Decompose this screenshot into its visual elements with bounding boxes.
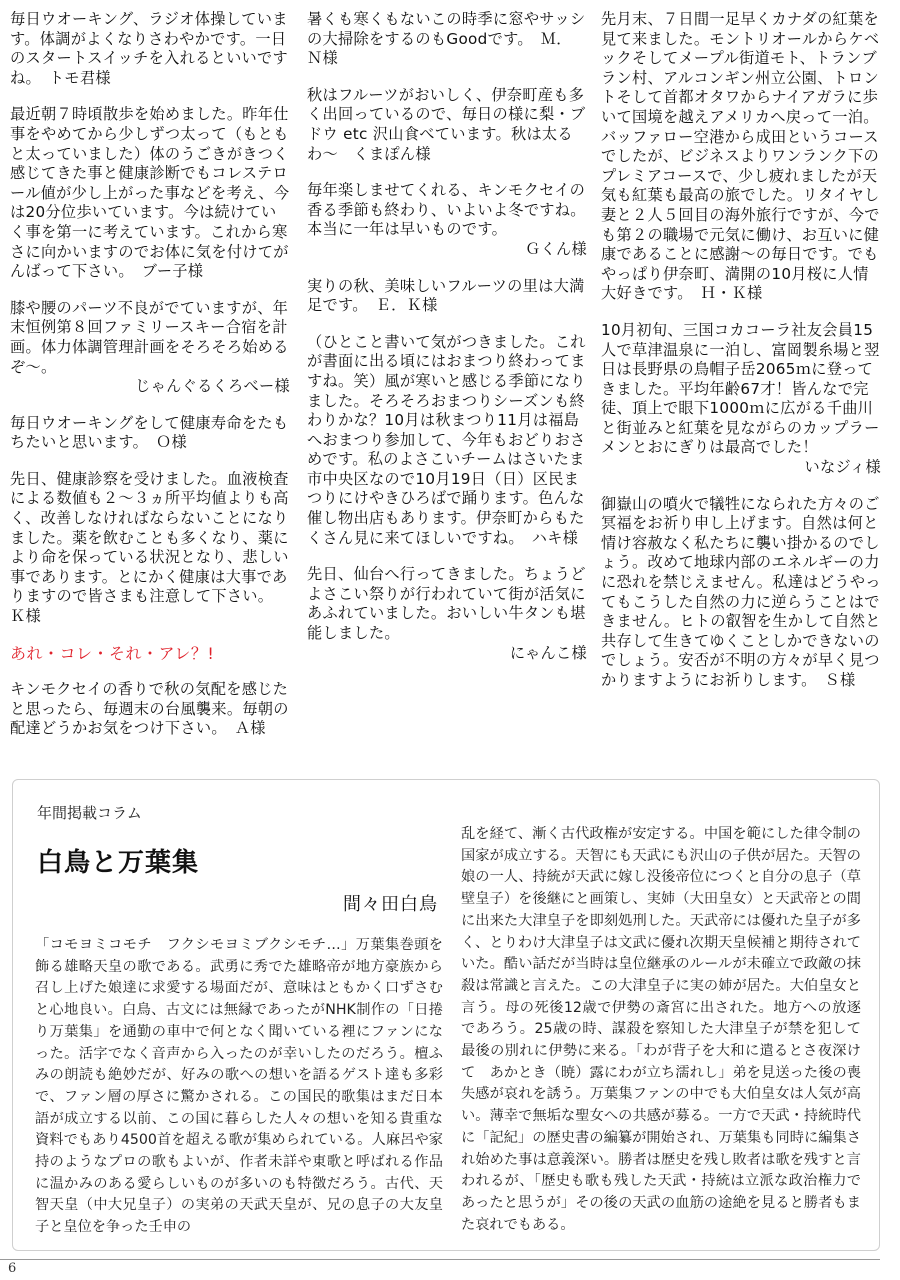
page-number: 6 [8, 1261, 17, 1276]
message-signature: Ｇくん様 [525, 239, 587, 258]
reader-message: 実りの秋、美味しいフルーツの里は大満足です。 Ｅ．Ｋ様 [307, 276, 585, 315]
reader-message: 暑くも寒くもないこの時季に窓やサッシの大掃除をするのもGoodです。 Ｍ．Ｎ様 [307, 10, 586, 68]
footer-rule [0, 1259, 880, 1260]
message-signature: にゃんこ様 [509, 643, 587, 662]
reader-message: 先日、健康診察を受けました。血液検査による数値も２〜３ヵ所平均値よりも高く、改善しなければならないことになりました。薬を飲むことも多くなり、薬により命を保っている状況となり、悲しい事であります。とにかく健康は大事でありますので皆さまも注意して下さい。 Ｋ様 [10, 469, 289, 626]
message-signature: いなジィ様 [804, 458, 881, 477]
column-title: 白鳥と万葉集 [37, 848, 200, 878]
reader-message: 毎日ウオーキングをして健康寿命をたもちたいと思います。 Ｏ様 [10, 413, 289, 452]
reader-message [307, 181, 587, 259]
message-text: 膝や腰のパーツ不良がでていますが、年末恒例第８回ファミリースキー合宿を計画。体力体調管理計画をそろそろ始めるぞ〜。 [10, 298, 289, 376]
reader-message [10, 299, 290, 397]
message-column-2 [307, 10, 587, 680]
message-column-3 [601, 10, 881, 708]
message-signature: じゃんぐるくろべー様 [135, 377, 290, 396]
reader-message: 毎日ウオーキング、ラジオ体操しています。体調がよくなりさわやかです。一日のスタートスイッチを入れるといいですね。 トモ君様 [10, 10, 289, 87]
column-author: 間々田白鳥 [343, 894, 438, 915]
reader-message: 御嶽山の噴火で犠牲になられた方々のご冥福をお祈り申し上げます。自然は何と情け容赦なく私たちに襲い掛かるのでしょう。改めて地球内部のエネルギーの力に恐れを禁じえません。私達はどうやってもこうした自然の力に逆らうことはできません。ヒトの叡智を生かして自然と共存して生きてゆくことしかできないのでしょう。安否が不明の方々が早く見つかりますようにお祈りします。 Ｓ様 [601, 494, 881, 689]
reader-message: （ひとこと書いて気がつきました。これが書面に出る頃にはおまつり終わってますね。笑）風が寒いと感じる季節になりました。そろそろおまつりシーズンも終わりかな？10月は秋まつり11月は福島へおまつり参加して、今年もおどりおさめです。私のよさこいチームはさいたま市中央区なので10月19日（日）区民まつりにけやきひろばで踊ります。色んな催し物出店もあります。伊奈町からもたくさん見に来てほしいですね。 ハキ様 [307, 332, 586, 547]
reader-message: キンモクセイの香りで秋の気配を感じたと思ったら、毎週末の台風襲来。毎朝の配達どうかお気をつけ下さい。 Ａ様 [10, 680, 289, 738]
message-text: 先日、仙台へ行ってきました。ちょうどよさこい祭りが行われていて街が活気にあふれていました。おいしい牛タンも堪能しました。 [307, 565, 586, 643]
message-column-1 [10, 10, 290, 756]
reader-message [601, 321, 881, 478]
column-label: 年間掲載コラム [37, 804, 142, 822]
message-text: 10月初旬、三国コカコーラ社友会員15人で草津温泉に一泊し、富岡製糸場と翌日は長野県の鳥帽子岳2065ｍに登ってきました。平均年齢67才！皆んなで完徒、頂上で眼下1000ｍに広がる千曲川と街並みと紅葉を見ながらのカップラーメンとおにぎりは最高でした！ [601, 320, 880, 457]
reader-message: 最近朝７時頃散歩を始めました。昨年仕事をやめてから少しずつ太って（もともと太っていました）体のうごきがきつく感じてきた事と健康診断でもコレステロール値が少し上がった事などを考え、今は20分位歩いています。今は続けていく事を第一に考えています。これから寒さに向かいますのでお体に気を付けてがんばって下さい。 ブー子様 [10, 105, 290, 281]
section-title: あれ・コレ・それ・アレ？! [10, 643, 215, 663]
column-body-right: 乱を経て、漸く古代政権が安定する。中国を範にした律令制の国家が成立する。天智にも天武にも沢山の子供が居た。天智の娘の一人、持統が天武に嫁し没後帝位につくと自分の息子（草壁皇子）を後継にと画策し、実姉（大田皇女）と天武帝との間に出来た大津皇子を即刻処刑した。天武帝には優れた皇子が多く、とりわけ大津皇子は文武に優れ次期天皇候補と期待されていた。酷い話だが当時は皇位継承のルールが未確立で政敵の抹殺は常識と言えた。この大津皇子に実の姉が居た。大伯皇女と言う。母の死後12歳で伊勢の斎宮に出された。地方への放逐であろう。25歳の時、謀殺を察知した大津皇子が禁を犯して最後の別れに伊勢に来る。「わが背子を大和に遣るとさ夜深けて あかとき（暁）露にわが立ち濡れし」弟を見送った後の喪失感が哀れを誘う。万葉集ファンの中でも大伯皇女は人気が高い。薄幸で無垢な聖女への共感が募る。一方で天武・持統時代に「記紀」の歴史書の編纂が開始され、万葉集も同時に編集され始めた事は意義深い。勝者は歴史を残し敗者は歌を残すと言われるが、「歴史も歌も残した天武・持統は立派な政治権力であったと思うが」その後の天武の血筋の途絶を見ると勝者もまた哀れでもある。 [461, 826, 861, 1233]
message-text: 毎年楽しませてくれる、キンモクセイの香る季節も終わり、いよいよ冬ですね。本当に一年は早いものです。 [307, 181, 586, 239]
reader-message: 秋はフルーツがおいしく、伊奈町産も多く出回っているので、毎日の様に梨・ブドウ etc 沢山食べています。秋は太るわ〜 くまぽん様 [307, 85, 586, 163]
column-body-left: 「コモヨミコモチ フクシモヨミブクシモチ…」万葉集巻頭を飾る雄略天皇の歌である。武勇に秀でた雄略帝が地方豪族から召し上げた娘達に求愛する場面だが、意味はともかく口ずさむと心地良い。白鳥、古文には無縁であったがNHK制作の「日捲り万葉集」を通勤の車中で何となく聞いている裡にファンになった。活字でなく音声から入ったのが幸いしたのだろう。檀ふみの朗読も絶妙だが、好みの歌への想いを語るゲスト達も多彩で、ファン層の厚さに驚かされる。この国民的歌集はまだ日本語が成立する以前、この国に暮らした人々の想いを知る貴重な資料でもあり4500首を超える歌が集められている。人麻呂や家持のようなプロの歌もよいが、作者未詳や東歌と呼ばれる作品に温かみのある愛らしいものが多いのも特徴だろう。古代、天智天皇（中大兄皇子）の実弟の天武天皇が、兄の息子の大友皇子と皇位を争った壬申の [35, 937, 443, 1236]
annual-column-box [12, 779, 880, 1251]
reader-message [307, 565, 587, 663]
reader-message: 先月末、７日間一足早くカナダの紅葉を見て来ました。モントリオールからケベックそしてメープル街道モト、トランブラン村、アルコンギン州立公園、トロントそして首都オタワからナイアガラに歩いて国境を越えアメリカへ戻って一泊。バッファロー空港から成田というコースでしたが、ビジネスよりワンランク下のプレミアコースで、少し疲れましたが天気も紅葉も最高の旅でした。リタイヤし妻と２人５回目の海外旅行ですが、今でも第２の職場で元気に働け、お互いに健康であることに感謝〜の毎日です。でもやっぱり伊奈町、満開の10月桜に人情大好きです。 Ｈ・Ｋ様 [601, 10, 880, 303]
